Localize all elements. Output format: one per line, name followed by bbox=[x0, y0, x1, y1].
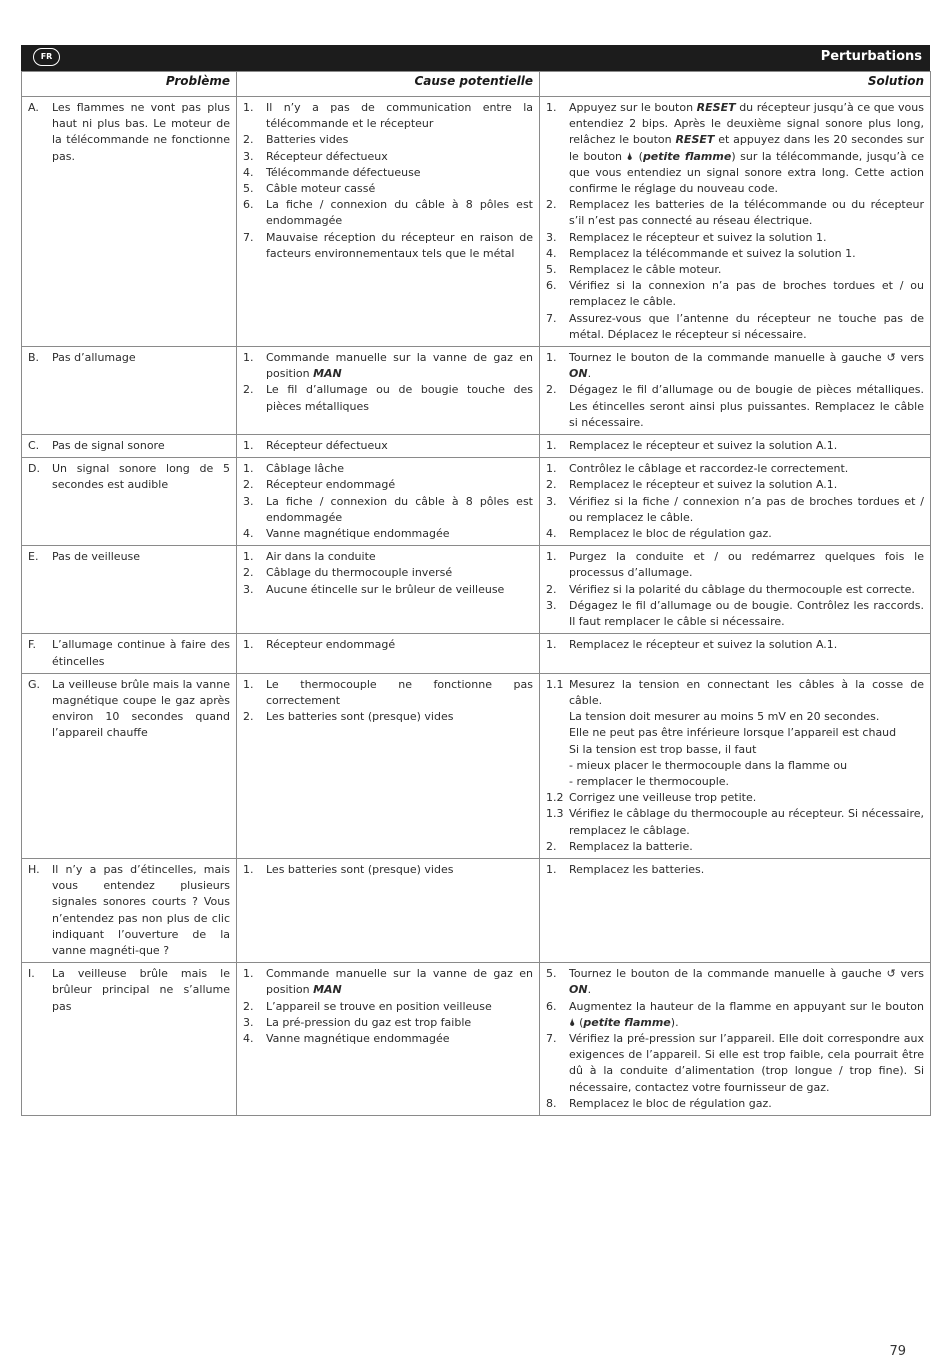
item-number: 1. bbox=[546, 862, 557, 876]
item-text: Le fil d’allumage ou de bougie touche des pièces métalliques bbox=[266, 383, 533, 413]
problem-cell bbox=[22, 546, 237, 634]
cause-item bbox=[243, 966, 533, 998]
cause-item bbox=[243, 350, 533, 382]
solution-item bbox=[546, 246, 924, 262]
item-text: Il n’y a pas de communication entre la télécommande et le récepteur bbox=[266, 101, 533, 131]
item-number bbox=[546, 709, 569, 725]
item-text: Télécommande défectueuse bbox=[266, 165, 421, 179]
item-text: Mauvaise réception du récepteur en raison de facteurs environnementaux tels que le métal bbox=[266, 230, 533, 260]
item-text: Air dans la conduite bbox=[266, 550, 376, 564]
item-number: 1. bbox=[546, 550, 557, 564]
item-text: Remplacez les batteries de la télécommande ou du récepteur s’il n’est pas connecté au réseau électrique. bbox=[569, 198, 924, 228]
item-text: Remplacez les batteries. bbox=[569, 862, 705, 876]
table-row bbox=[22, 546, 931, 634]
problem-letter: G. bbox=[28, 677, 41, 691]
item-number: 1. bbox=[546, 638, 557, 652]
item-text: Assurez-vous que l’antenne du récepteur ne touche pas de métal. Déplacez le récepteur si nécessaire. bbox=[569, 311, 924, 341]
item-text: Mesurez la tension en connectant les câbles à la cosse de câble. bbox=[569, 677, 924, 707]
cause-item bbox=[243, 999, 533, 1015]
item-text: Vanne magnétique endommagée bbox=[266, 527, 450, 541]
problem-cell bbox=[22, 673, 237, 858]
section-header-bar bbox=[21, 45, 930, 71]
table-row bbox=[22, 634, 931, 673]
item-text: Remplacez le bloc de régulation gaz. bbox=[569, 1096, 772, 1110]
solution-item bbox=[546, 1096, 924, 1112]
cause-item bbox=[243, 1015, 533, 1031]
table-row bbox=[22, 347, 931, 435]
item-text: Elle ne peut pas être inférieure lorsque l’appareil est chaud bbox=[569, 726, 897, 740]
item-number: 3. bbox=[243, 582, 254, 596]
problem-letter: C. bbox=[28, 439, 40, 453]
item-number: 6. bbox=[243, 198, 254, 212]
cause-cell bbox=[237, 858, 540, 962]
problem-text: Pas de signal sonore bbox=[52, 439, 165, 453]
item-text: Câblage lâche bbox=[266, 462, 345, 476]
cause-cell bbox=[237, 347, 540, 435]
item-number: 1. bbox=[243, 638, 254, 652]
item-text: La pré-pression du gaz est trop faible bbox=[266, 1015, 472, 1029]
item-number: 1. bbox=[243, 351, 254, 365]
solution-item bbox=[546, 311, 924, 343]
item-text: Remplacez le récepteur et suivez la solution A.1. bbox=[569, 478, 838, 492]
problem-letter: D. bbox=[28, 462, 40, 476]
problem-text: Un signal sonore long de 5 secondes est audible bbox=[52, 462, 230, 492]
problem-entry bbox=[28, 350, 230, 366]
problem-cell bbox=[22, 435, 237, 458]
item-text: Commande manuelle sur la vanne de gaz en position MAN bbox=[266, 351, 533, 381]
item-number: 2. bbox=[243, 999, 254, 1013]
problem-letter: F. bbox=[28, 638, 37, 652]
item-number: 5. bbox=[546, 263, 557, 277]
table-row bbox=[22, 963, 931, 1116]
item-number bbox=[546, 742, 569, 758]
item-text: Vérifiez si la connexion n’a pas de broches tordues et / ou remplacez le câble. bbox=[569, 279, 924, 309]
item-text: Récepteur défectueux bbox=[266, 439, 388, 453]
item-number: 3. bbox=[546, 230, 557, 244]
problem-entry bbox=[28, 677, 230, 742]
solution-item bbox=[546, 966, 924, 998]
solution-item bbox=[546, 262, 924, 278]
cause-cell bbox=[237, 97, 540, 347]
cause-item bbox=[243, 582, 533, 598]
solution-item bbox=[546, 494, 924, 526]
item-number: 4. bbox=[243, 527, 254, 541]
item-number: 2. bbox=[243, 566, 254, 580]
problem-letter: B. bbox=[28, 351, 40, 365]
item-number: 3. bbox=[546, 598, 557, 612]
problem-entry bbox=[28, 461, 230, 493]
item-text: Récepteur endommagé bbox=[266, 478, 396, 492]
problem-entry bbox=[28, 549, 230, 565]
cause-item bbox=[243, 862, 533, 878]
column-header-cause: Cause potentielle bbox=[237, 72, 540, 97]
item-number: 1. bbox=[243, 101, 254, 114]
item-number: 3. bbox=[546, 494, 557, 508]
item-number: 1. bbox=[546, 439, 557, 453]
cause-item bbox=[243, 197, 533, 229]
item-text: Remplacez le câble moteur. bbox=[569, 263, 722, 277]
problem-cell bbox=[22, 963, 237, 1116]
cause-cell bbox=[237, 435, 540, 458]
page-number: 79 bbox=[889, 1344, 906, 1359]
solution-item bbox=[546, 677, 924, 709]
item-number: 7. bbox=[546, 311, 557, 325]
item-text: Câblage du thermocouple inversé bbox=[266, 566, 453, 580]
item-text: Remplacez le bloc de régulation gaz. bbox=[569, 527, 772, 541]
item-number bbox=[546, 774, 569, 790]
item-number: 8. bbox=[546, 1096, 557, 1110]
item-number bbox=[546, 725, 569, 741]
item-text: Dégagez le fil d’allumage ou de bougie de pièces métalliques. Les étincelles seront ainsi plus puissantes. Remplacez le câble si nécessaire. bbox=[569, 383, 924, 429]
cause-item bbox=[243, 100, 533, 132]
problem-letter: I. bbox=[28, 967, 35, 981]
item-number: 2. bbox=[243, 478, 254, 492]
cause-item bbox=[243, 165, 533, 181]
table-header-row bbox=[22, 72, 931, 97]
column-header-solution: Solution bbox=[540, 72, 931, 97]
item-number: 2. bbox=[243, 133, 254, 147]
item-number: 3. bbox=[243, 494, 254, 508]
solution-cell bbox=[540, 858, 931, 962]
item-number: 2. bbox=[546, 478, 557, 492]
problem-entry bbox=[28, 637, 230, 669]
item-number: 1.3 bbox=[546, 807, 564, 821]
item-number: 4. bbox=[546, 246, 557, 260]
item-text: Remplacez le récepteur et suivez la solution A.1. bbox=[569, 439, 838, 453]
item-text: Vérifiez si la fiche / connexion n’a pas de broches tordues et / ou remplacez le câble. bbox=[569, 494, 924, 524]
troubleshooting-table bbox=[21, 71, 931, 1116]
item-text: Remplacez le récepteur et suivez la solution 1. bbox=[569, 230, 827, 244]
item-text: Récepteur défectueux bbox=[266, 149, 388, 163]
solution-item bbox=[546, 839, 924, 855]
item-text: Câble moteur cassé bbox=[266, 182, 376, 196]
cause-item bbox=[243, 461, 533, 477]
item-number: 1. bbox=[546, 462, 557, 476]
cause-item bbox=[243, 181, 533, 197]
cause-item bbox=[243, 677, 533, 709]
item-text: Remplacez la batterie. bbox=[569, 839, 693, 853]
item-text: La fiche / connexion du câble à 8 pôles est endommagée bbox=[266, 494, 533, 524]
problem-letter: E. bbox=[28, 550, 39, 564]
item-text: Contrôlez le câblage et raccordez-le correctement. bbox=[569, 462, 849, 476]
problem-cell bbox=[22, 458, 237, 546]
item-number: 1. bbox=[243, 462, 254, 476]
item-number: 2. bbox=[546, 839, 557, 853]
item-text: Commande manuelle sur la vanne de gaz en position MAN bbox=[266, 967, 533, 997]
item-number bbox=[546, 758, 569, 774]
solution-item bbox=[546, 637, 924, 653]
solution-item bbox=[546, 758, 924, 774]
item-text: Le thermocouple ne fonctionne pas correctement bbox=[266, 677, 533, 707]
item-text: La tension doit mesurer au moins 5 mV en 20 secondes. bbox=[569, 710, 880, 724]
solution-cell bbox=[540, 673, 931, 858]
item-text: Batteries vides bbox=[266, 133, 349, 147]
item-number: 7. bbox=[243, 230, 254, 244]
solution-item bbox=[546, 862, 924, 878]
item-text: Aucune étincelle sur le brûleur de veilleuse bbox=[266, 582, 505, 596]
solution-item bbox=[546, 742, 924, 758]
item-text: Vérifiez le câblage du thermocouple au récepteur. Si nécessaire, remplacez le câblage. bbox=[569, 807, 924, 837]
cause-item bbox=[243, 382, 533, 414]
solution-item bbox=[546, 477, 924, 493]
cause-item bbox=[243, 230, 533, 262]
item-number: 1.1 bbox=[546, 677, 564, 691]
problem-text: La veilleuse brûle mais le brûleur principal ne s’allume pas bbox=[52, 967, 230, 1013]
item-text: Si la tension est trop basse, il faut bbox=[569, 742, 757, 756]
item-text: L’appareil se trouve en position veilleuse bbox=[266, 999, 492, 1013]
solution-cell bbox=[540, 435, 931, 458]
cause-item bbox=[243, 709, 533, 725]
item-number: 5. bbox=[243, 182, 254, 196]
solution-item bbox=[546, 382, 924, 431]
problem-text: Pas d’allumage bbox=[52, 351, 136, 365]
item-number: 1. bbox=[546, 351, 557, 365]
solution-cell bbox=[540, 347, 931, 435]
solution-item bbox=[546, 999, 924, 1031]
cause-item bbox=[243, 549, 533, 565]
problem-entry bbox=[28, 100, 230, 165]
item-number: 4. bbox=[243, 165, 254, 179]
item-number: 4. bbox=[546, 527, 557, 541]
item-text: Les batteries sont (presque) vides bbox=[266, 862, 454, 876]
cause-item bbox=[243, 637, 533, 653]
solution-item bbox=[546, 709, 924, 725]
cause-item bbox=[243, 526, 533, 542]
item-text: Les batteries sont (presque) vides bbox=[266, 710, 454, 724]
item-number: 1. bbox=[243, 439, 254, 453]
solution-cell bbox=[540, 634, 931, 673]
solution-item bbox=[546, 278, 924, 310]
solution-item bbox=[546, 197, 924, 229]
cause-item bbox=[243, 494, 533, 526]
cause-cell bbox=[237, 458, 540, 546]
problem-entry bbox=[28, 862, 230, 959]
item-number: 1. bbox=[546, 101, 557, 114]
item-number: 1. bbox=[243, 677, 254, 691]
solution-item bbox=[546, 598, 924, 630]
solution-item bbox=[546, 438, 924, 454]
item-text: La fiche / connexion du câble à 8 pôles est endommagée bbox=[266, 198, 533, 228]
solution-item bbox=[546, 806, 924, 838]
solution-item bbox=[546, 100, 924, 197]
solution-item bbox=[546, 1031, 924, 1096]
cause-item bbox=[243, 565, 533, 581]
problem-text: La veilleuse brûle mais la vanne magnétique coupe le gaz après environ 10 secondes quand l’appareil chauffe bbox=[52, 677, 230, 740]
item-text: - mieux placer le thermocouple dans la flamme ou bbox=[569, 758, 848, 772]
item-number: 2. bbox=[243, 383, 254, 397]
item-text: Vanne magnétique endommagée bbox=[266, 1031, 450, 1045]
problem-cell bbox=[22, 347, 237, 435]
item-number: 2. bbox=[243, 710, 254, 724]
solution-cell bbox=[540, 963, 931, 1116]
solution-cell bbox=[540, 97, 931, 347]
item-text: Récepteur endommagé bbox=[266, 638, 396, 652]
table-row bbox=[22, 435, 931, 458]
item-number: 1. bbox=[243, 550, 254, 564]
item-text: Remplacez le récepteur et suivez la solution A.1. bbox=[569, 638, 838, 652]
solution-item bbox=[546, 725, 924, 741]
item-text: - remplacer le thermocouple. bbox=[569, 774, 730, 788]
item-number: 3. bbox=[243, 149, 254, 163]
item-number: 2. bbox=[546, 582, 557, 596]
solution-item bbox=[546, 774, 924, 790]
item-text: Vérifiez la pré-pression sur l’appareil. Elle doit correspondre aux exigences de l’appareil. Si elle est trop faible, cela pourrait être dû à la conduite d’alimentation (trop longue / trop fine). Si nécessaire, contactez votre fournisseur de gaz. bbox=[569, 1031, 924, 1094]
problem-text: Il n’y a pas d’étincelles, mais vous entendez plusieurs signales sonores courts ? Vous n’entendez pas non plus de clic indiquant l’ouverture de la vanne magnéti-que ? bbox=[52, 862, 230, 957]
solution-cell bbox=[540, 458, 931, 546]
solution-item bbox=[546, 582, 924, 598]
solution-item bbox=[546, 549, 924, 581]
table-row bbox=[22, 673, 931, 858]
item-number: 4. bbox=[243, 1031, 254, 1045]
solution-item bbox=[546, 230, 924, 246]
item-number: 1.2 bbox=[546, 791, 564, 805]
item-text: Purgez la conduite et / ou redémarrez quelques fois le processus d’allumage. bbox=[569, 550, 924, 580]
item-number: 6. bbox=[546, 999, 557, 1013]
problem-cell bbox=[22, 634, 237, 673]
item-number: 2. bbox=[546, 198, 557, 212]
item-text: Tournez le bouton de la commande manuelle à gauche ↺ vers ON. bbox=[569, 967, 924, 997]
cause-item bbox=[243, 438, 533, 454]
solution-item bbox=[546, 790, 924, 806]
problem-cell bbox=[22, 858, 237, 962]
cause-item bbox=[243, 149, 533, 165]
troubleshooting-page bbox=[21, 45, 930, 1116]
solution-item bbox=[546, 526, 924, 542]
solution-item bbox=[546, 461, 924, 477]
cause-item bbox=[243, 1031, 533, 1047]
item-text: Augmentez la hauteur de la flamme en appuyant sur le bouton 🌢 (petite flamme). bbox=[569, 999, 924, 1029]
cause-item bbox=[243, 477, 533, 493]
item-number: 2. bbox=[546, 383, 557, 397]
column-header-problem: Problème bbox=[22, 72, 237, 97]
item-text: Dégagez le fil d’allumage ou de bougie. Contrôlez les raccords. Il faut remplacer le câble si nécessaire. bbox=[569, 598, 924, 629]
problem-letter: A. bbox=[28, 101, 39, 114]
item-text: Tournez le bouton de la commande manuelle à gauche ↺ vers ON. bbox=[569, 351, 924, 381]
item-number: 1. bbox=[243, 967, 254, 981]
table-row bbox=[22, 97, 931, 347]
table-row bbox=[22, 858, 931, 962]
problem-entry bbox=[28, 438, 230, 454]
problem-text: L’allumage continue à faire des étincelles bbox=[52, 638, 230, 668]
solution-item bbox=[546, 350, 924, 382]
item-number: 6. bbox=[546, 279, 557, 293]
section-title: Perturbations bbox=[820, 49, 922, 64]
item-text: Remplacez la télécommande et suivez la solution 1. bbox=[569, 246, 856, 260]
language-badge: FR bbox=[33, 48, 60, 66]
problem-entry bbox=[28, 966, 230, 1015]
problem-text: Les flammes ne vont pas plus haut ni plus bas. Le moteur de la télécommande ne fonctionne pas. bbox=[52, 101, 230, 163]
item-text: Appuyez sur le bouton RESET du récepteur jusqu’à ce que vous entendiez 2 bips. Après le deuxième signal sonore plus long, relâchez le bouton RESET et appuyez dans les 20 secondes sur le bouton 🌢 (petite flamme) sur la télécommande, jusqu’à ce que vous entendiez un signal sonore extra long. Cette action confirme le réglage du nouveau code. bbox=[569, 101, 925, 196]
item-number: 7. bbox=[546, 1031, 557, 1045]
item-text: Vérifiez si la polarité du câblage du thermocouple est correcte. bbox=[569, 582, 915, 596]
cause-cell bbox=[237, 963, 540, 1116]
solution-cell bbox=[540, 546, 931, 634]
cause-item bbox=[243, 132, 533, 148]
problem-cell bbox=[22, 97, 237, 347]
table-row bbox=[22, 458, 931, 546]
item-number: 5. bbox=[546, 967, 557, 981]
problem-letter: H. bbox=[28, 862, 40, 876]
item-text: Corrigez une veilleuse trop petite. bbox=[569, 791, 757, 805]
item-number: 1. bbox=[243, 862, 254, 876]
cause-cell bbox=[237, 634, 540, 673]
item-number: 3. bbox=[243, 1015, 254, 1029]
problem-text: Pas de veilleuse bbox=[52, 550, 141, 564]
cause-cell bbox=[237, 673, 540, 858]
cause-cell bbox=[237, 546, 540, 634]
